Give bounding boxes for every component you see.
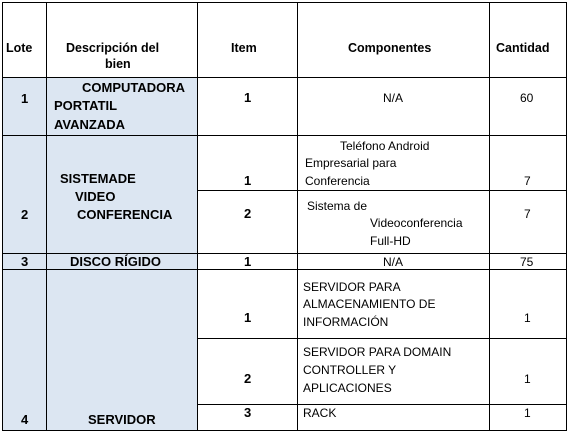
item-4-2: 2: [244, 371, 252, 386]
hline-bottom: [2, 430, 567, 431]
desc-2-line1: SISTEMADE: [60, 171, 136, 186]
desc-2-line2: VIDEO: [75, 189, 116, 204]
hline-row3: [2, 269, 567, 270]
comp-4-3: RACK: [303, 406, 337, 420]
lote-2: 2: [21, 207, 29, 222]
comp-4-2-line2: CONTROLLER Y: [303, 363, 397, 377]
comp-2-1-line2: Empresarial para: [305, 156, 397, 170]
header-componentes: Componentes: [348, 41, 432, 55]
hline-header: [2, 77, 567, 78]
header-cantidad: Cantidad: [496, 41, 550, 55]
lote-4: 4: [21, 412, 29, 427]
comp-4-2-line1: SERVIDOR PARA DOMAIN: [303, 345, 452, 359]
qty-4-1: 1: [524, 311, 531, 325]
lote-1: 1: [21, 91, 29, 106]
hline-row4-sub1: [197, 338, 567, 339]
comp-2-1-line3: Conferencia: [305, 174, 370, 188]
lote-3: 3: [21, 254, 29, 269]
comp-1-1: N/A: [383, 91, 404, 105]
desc-1-line3: AVANZADA: [54, 117, 126, 132]
hline-row1: [2, 135, 567, 136]
comp-2-2-line2: Videoconferencia: [370, 216, 463, 230]
qty-1-1: 60: [520, 91, 534, 105]
header-descripcion-line2: bien: [105, 57, 131, 71]
desc-1-line2: PORTATIL: [54, 98, 118, 113]
desc-4-line1: SERVIDOR: [88, 412, 156, 427]
header-item: Item: [231, 41, 257, 55]
item-2-1: 1: [244, 173, 252, 188]
vline-desc: [197, 2, 198, 431]
comp-4-1-line3: INFORMACIÓN: [303, 315, 389, 329]
comp-2-1-line1: Teléfono Android: [340, 139, 430, 153]
comp-3-1: N/A: [383, 255, 404, 269]
qty-2-2: 7: [524, 207, 531, 221]
comp-2-2-line3: Full-HD: [370, 234, 411, 248]
header-lote: Lote: [6, 41, 33, 55]
comp-4-1-line2: ALMACENAMIENTO DE: [303, 297, 436, 311]
vline-right: [566, 2, 567, 431]
vline-comp: [489, 2, 490, 431]
desc-1-line1: COMPUTADORA: [82, 80, 186, 95]
lote-4-bg: [2, 270, 47, 431]
qty-2-1: 7: [524, 174, 531, 188]
vline-item: [297, 2, 298, 431]
desc-4-bg: [47, 270, 197, 431]
hline-row2-sub: [197, 190, 567, 191]
comp-4-2-line3: APLICACIONES: [303, 381, 392, 395]
item-4-1: 1: [244, 310, 252, 325]
desc-3-line1: DISCO RÍGIDO: [70, 254, 162, 269]
hline-row4-sub2: [197, 404, 567, 405]
qty-3-1: 75: [520, 255, 534, 269]
item-2-2: 2: [244, 206, 252, 221]
desc-2-bg: [47, 136, 197, 254]
comp-2-2-line1: Sistema de: [307, 199, 368, 213]
vline-left: [2, 2, 3, 431]
item-1-1: 1: [244, 90, 252, 105]
qty-4-2: 1: [524, 372, 531, 386]
vline-lote: [46, 2, 47, 431]
desc-2-line3: CONFERENCIA: [77, 207, 173, 222]
comp-4-1-line1: SERVIDOR PARA: [303, 280, 401, 294]
lote-1-bg: [2, 78, 47, 136]
item-4-3: 3: [244, 405, 252, 420]
hline-top: [2, 2, 567, 3]
lote-2-bg: [2, 136, 47, 254]
item-3-1: 1: [244, 254, 252, 269]
header-descripcion-line1: Descripción del: [66, 41, 160, 55]
qty-4-3: 1: [524, 406, 531, 420]
